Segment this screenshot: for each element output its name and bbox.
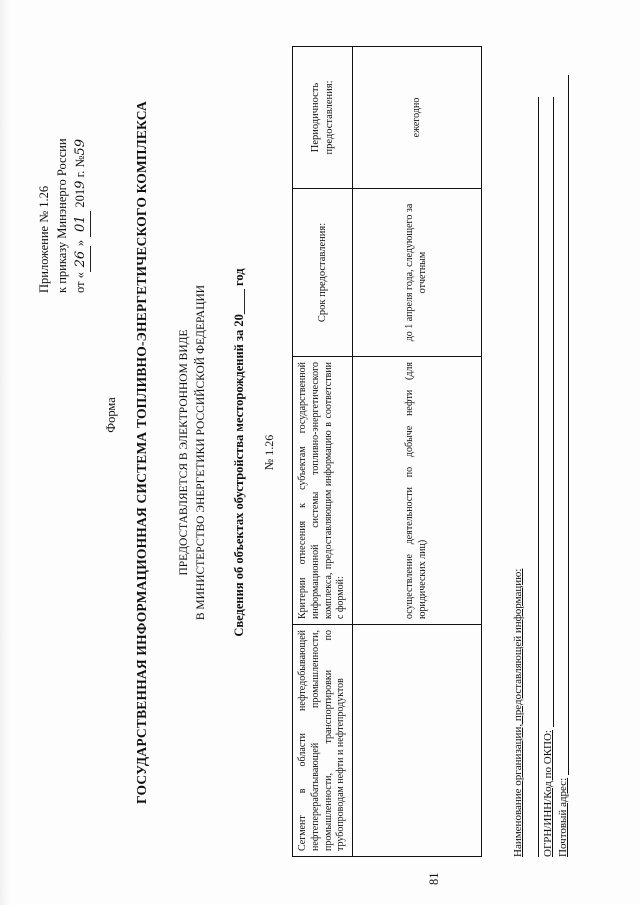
table-header-row: [293, 47, 353, 857]
footer-ogrn: [542, 47, 554, 857]
cell-periodicity: ежегодно: [353, 47, 482, 189]
cell-deadline: до 1 апреля года, следующего за отчетным: [353, 189, 482, 357]
table-title: Сведения об объектах обустройства месторождений за 20____ год: [232, 268, 246, 637]
fill-line-organization: [528, 97, 539, 857]
appendix-header: [36, 23, 91, 293]
footer-address: [557, 47, 569, 857]
cell-criteria: осуществление деятельности по добыче нефти (для юридических лиц): [353, 357, 482, 625]
footer-fields: [512, 47, 572, 857]
table-header-segment: Сегмент в области нефтедобывающей нефтеперерабатывающей промышленности, промышленности, транспортировки по трубопроводам нефти и нефтепродуктов: [293, 625, 353, 857]
date-mid: »: [72, 239, 87, 247]
footer-organization-rule: [527, 47, 539, 857]
date-month: 01: [72, 211, 91, 237]
footer-organization-label: Наименование организации, предоставляющей информацию:: [512, 568, 524, 857]
subtitle-line-2: В МИНИСТЕРСТВО ЭНЕРГЕТИКИ РОССИЙСКОЙ ФЕДЕРАЦИИ: [194, 284, 207, 621]
table-header-criteria: Критерии отнесения к субъектам государственной информационной системы топливно-энергетического комплекса, предоставляющим информацию в соответствии с формой:: [293, 357, 353, 625]
date-year-prefix: 201: [72, 188, 87, 208]
cell-segment: [353, 625, 482, 857]
appendix-line-2: к приказу Минэнерго России: [54, 138, 69, 293]
date-year: 9: [72, 180, 88, 189]
form-label: Форма: [104, 397, 118, 433]
fill-line-address: [558, 75, 569, 775]
footer-ogrn-label: ОГРН/ИНН/Код по ОКПО:: [542, 730, 554, 857]
table-row: [353, 47, 482, 857]
appendix-order-date: [72, 23, 91, 293]
subtitle: [176, 0, 209, 905]
footer-organization: [512, 47, 524, 857]
date-number: 59: [72, 138, 88, 156]
date-suffix: г. №: [72, 155, 87, 178]
table-header-periodicity: Периодичность предоставления:: [293, 47, 353, 189]
form-table: [292, 46, 482, 857]
table-header-deadline: Срок предоставления:: [293, 189, 353, 357]
page-title: ГОСУДАРСТВЕННАЯ ИНФОРМАЦИОННАЯ СИСТЕМА ТОПЛИВНО-ЭНЕРГЕТИЧЕСКОГО КОМПЛЕКСА: [134, 101, 149, 804]
appendix-line-1: Приложение № 1.26: [37, 185, 51, 293]
subtitle-line-1: ПРЕДОСТАВЛЯЕТСЯ В ЭЛЕКТРОННОМ ВИДЕ: [178, 329, 190, 576]
date-day: 26: [72, 246, 91, 272]
page-number: 81: [427, 872, 441, 885]
date-prefix: от «: [72, 272, 87, 293]
fill-line-ogrn: [543, 97, 554, 727]
form-number: № 1.26: [262, 434, 276, 471]
footer-address-label: Почтовый адрес:: [557, 777, 569, 857]
